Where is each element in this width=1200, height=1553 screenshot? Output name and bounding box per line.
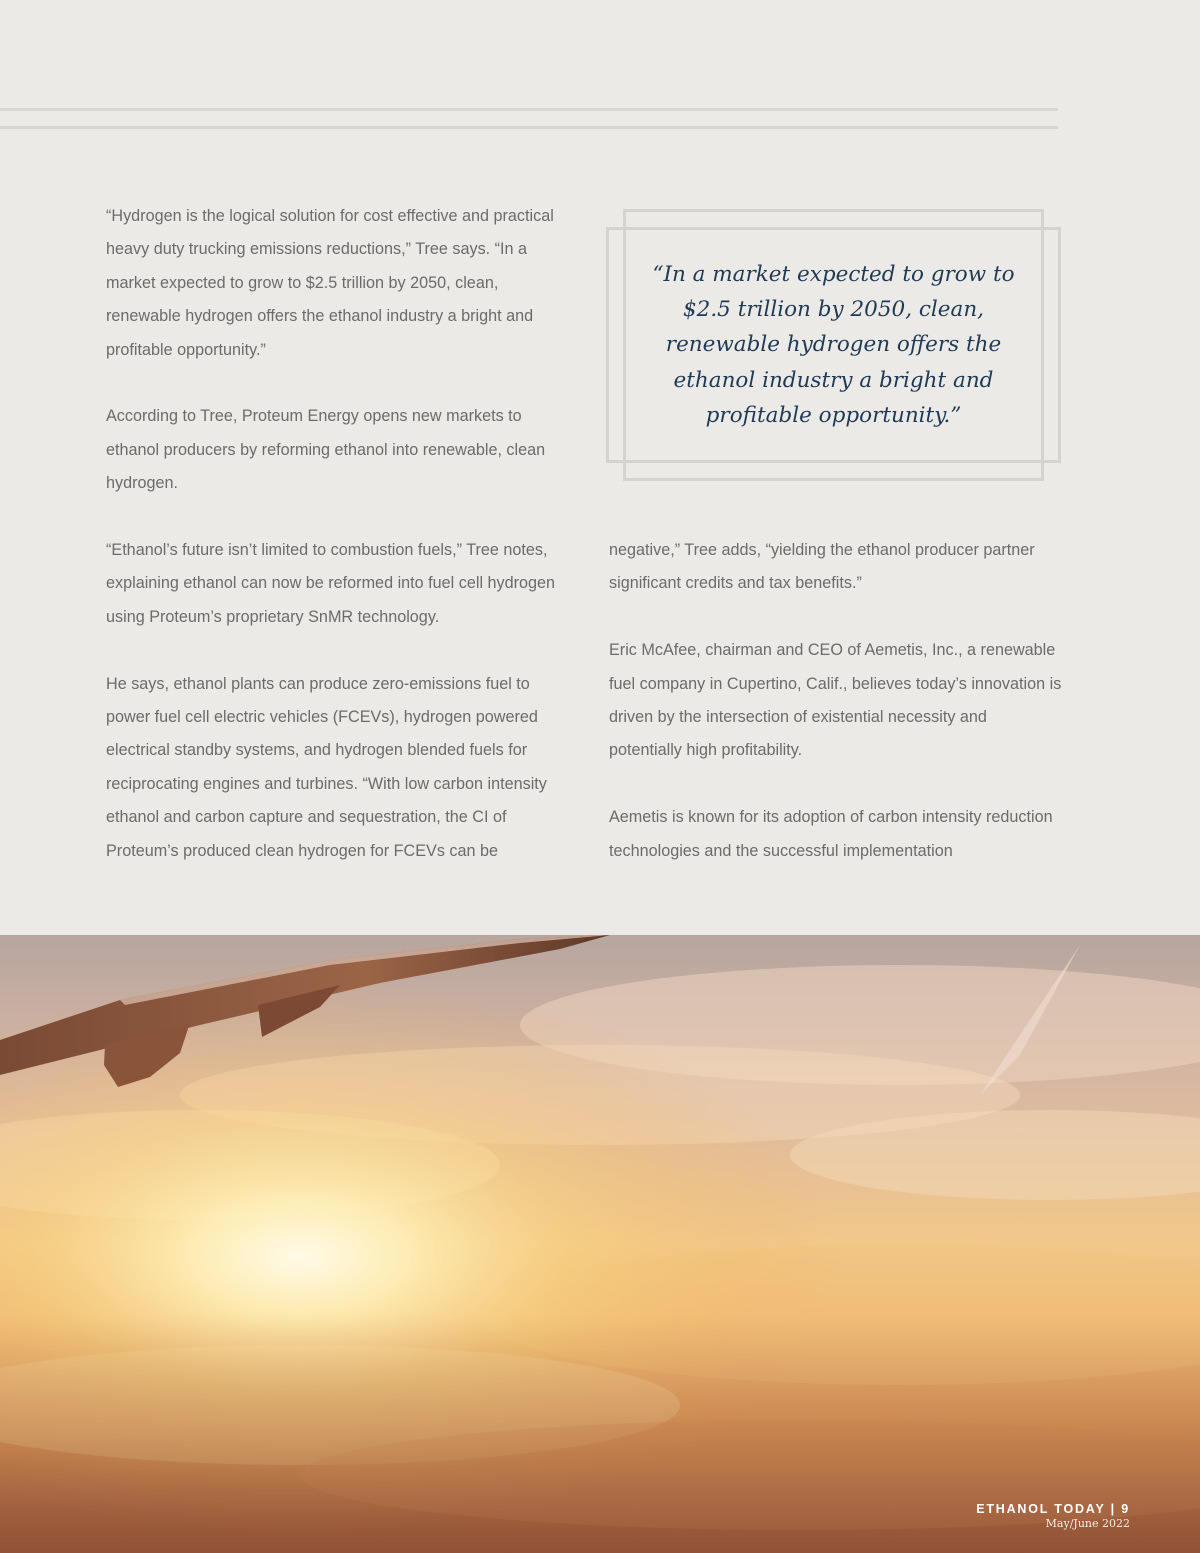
- pull-quote-text: “In a market expected to grow to $2.5 trillion by 2050, clean, renewable hydrogen offers the ethanol industry a bright and profitable opportunity.”: [652, 262, 1015, 428]
- top-rule-secondary: [0, 126, 1058, 129]
- pull-quote: [606, 209, 1061, 481]
- magazine-page-label: ETHANOL TODAY | 9: [976, 1502, 1130, 1516]
- article-column-right: [609, 534, 1064, 868]
- body-paragraph: “Ethanol’s future isn’t limited to combustion fuels,” Tree notes, explaining ethanol can now be reformed into fuel cell hydrogen using Proteum’s proprietary SnMR technology.: [106, 541, 556, 626]
- top-rule: [0, 108, 1058, 111]
- body-paragraph: “Hydrogen is the logical solution for cost effective and practical heavy duty trucking emissions reductions,” Tree says. “In a market expected to grow to $2.5 trillion by 2050, clean, renewable hydrogen offers the ethanol industry a bright and profitable opportunity.”: [106, 207, 554, 359]
- body-paragraph: He says, ethanol plants can produce zero-emissions fuel to power fuel cell electric vehicles (FCEVs), hydrogen powered electrical standby systems, and hydrogen blended fuels for reciprocating engines and turbines. “With low carbon intensity ethanol and carbon capture and sequestration, the CI of Proteum’s produced clean hydrogen for FCEVs can be: [106, 674, 547, 860]
- article-column-left: [106, 200, 561, 868]
- body-paragraph: According to Tree, Proteum Energy opens new markets to ethanol producers by reforming ethanol into renewable, clean hydrogen.: [106, 407, 546, 493]
- body-paragraph: Aemetis is known for its adoption of carbon intensity reduction technologies and the successful implementation: [609, 808, 1053, 860]
- sunset-wing-photo: [0, 935, 1200, 1553]
- body-paragraph: Eric McAfee, chairman and CEO of Aemetis, Inc., a renewable fuel company in Cupertino, Calif., believes today’s innovation is driven by the intersection of existential necessity and potentially high profitability.: [609, 641, 1062, 760]
- issue-date: May/June 2022: [1045, 1517, 1130, 1530]
- page-footer: [976, 1502, 1130, 1530]
- body-paragraph: negative,” Tree adds, “yielding the ethanol producer partner significant credits and tax benefits.”: [609, 541, 1035, 593]
